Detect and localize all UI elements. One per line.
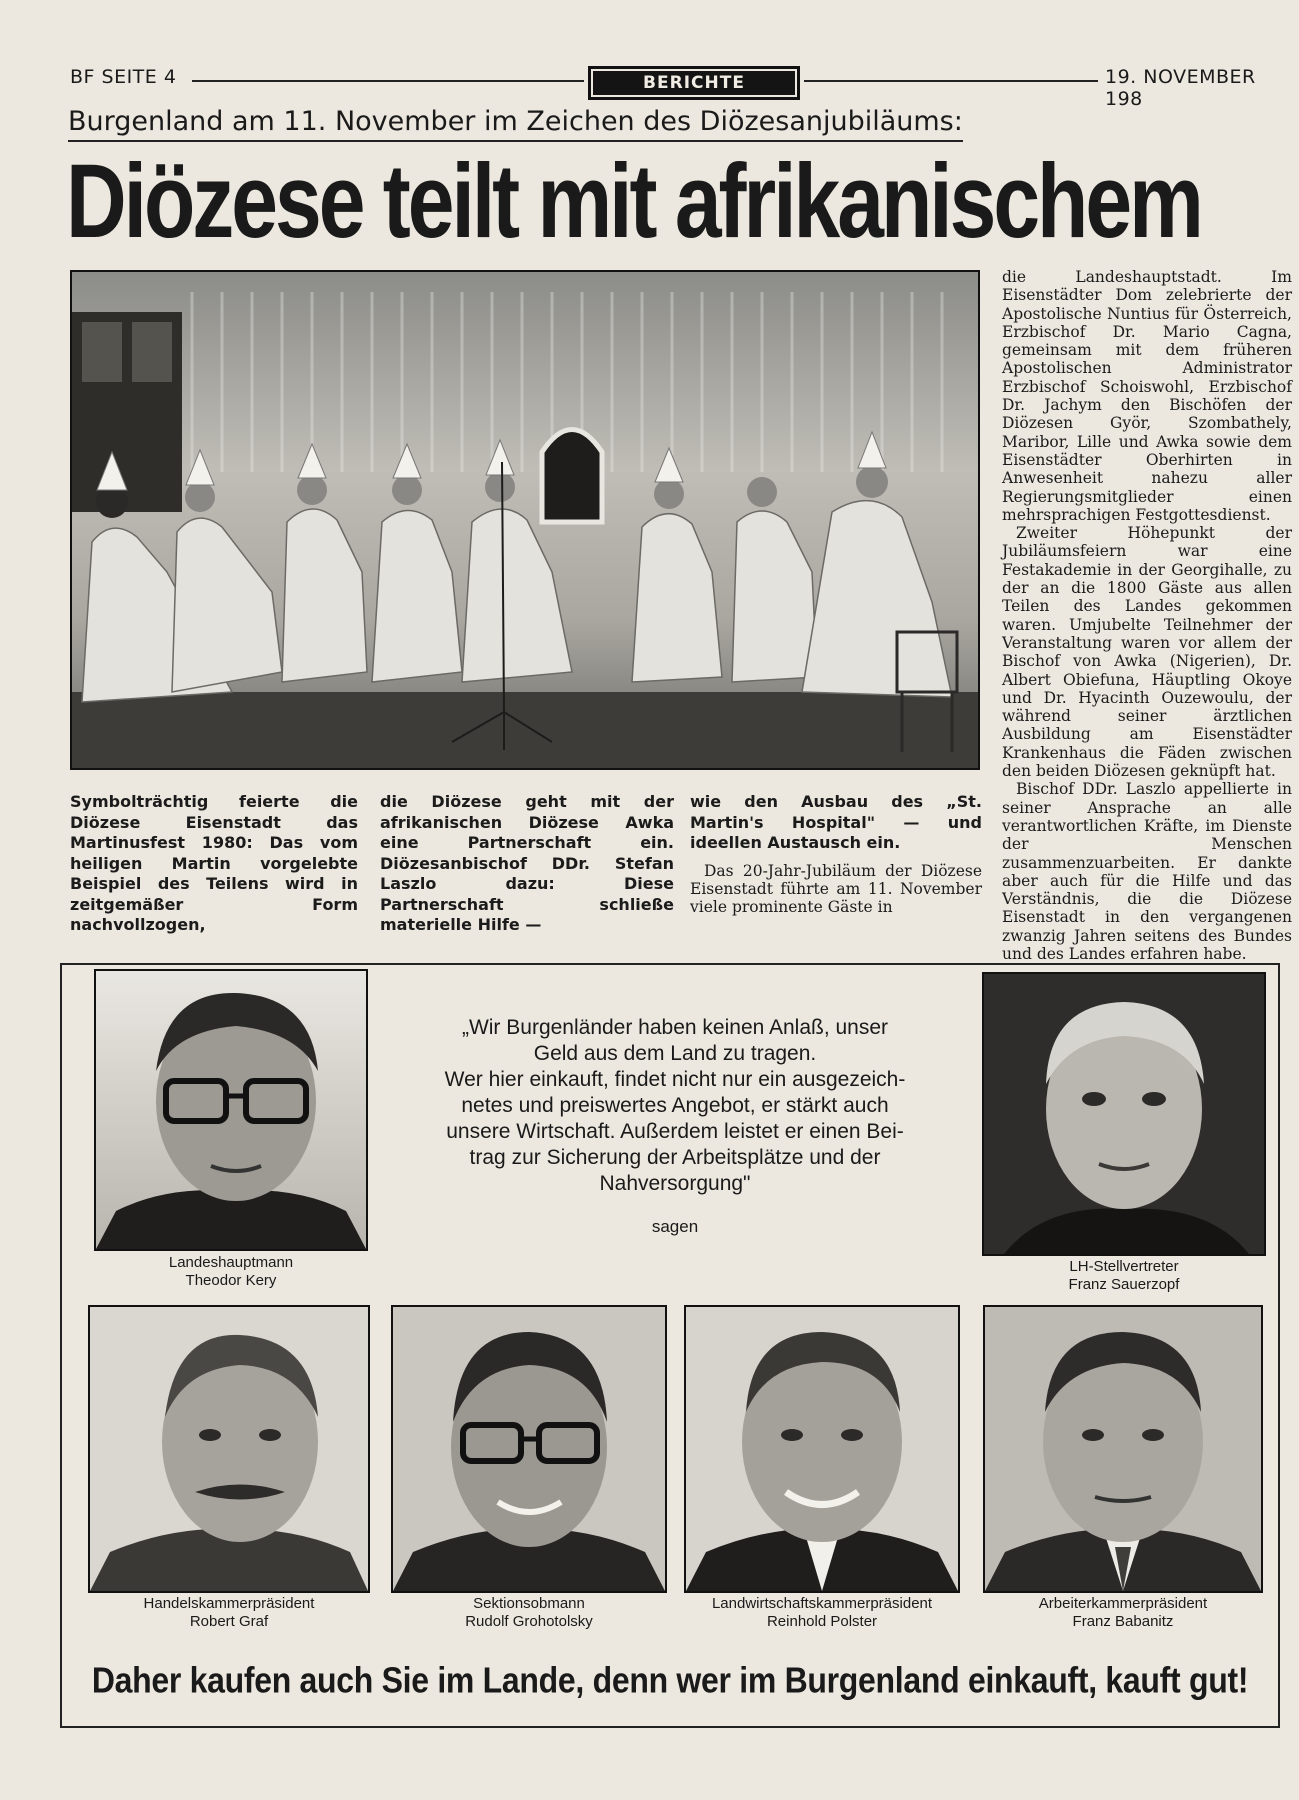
portrait-kery [94, 969, 368, 1251]
portrait-grohotolsky [391, 1305, 667, 1593]
caption-graf-name: Robert Graf [189, 1613, 269, 1630]
portrait-sauerzopf [982, 972, 1266, 1256]
quote-line: unsere Wirtschaft. Außerdem leistet er einen Bei- [446, 1120, 904, 1143]
caption-kery-title: Landeshauptmann [168, 1254, 294, 1271]
caption-grohotolsky-name: Rudolf Grohotolsky [465, 1613, 593, 1630]
caption-grohotolsky [391, 1595, 667, 1631]
quote-line: Nahversorgung" [599, 1172, 751, 1195]
caption-grohotolsky-title: Sektionsobmann [473, 1595, 585, 1612]
lead-column-1: Symbolträchtig feierte die Diözese Eisenstadt das Martinusfest 1980: Das vom heiligen Martin vorgelebte Beispiel des Teilens wird in zeitgemäßer Form nachvollzogen, [70, 792, 358, 934]
section-title: BERICHTE [593, 71, 795, 95]
caption-graf-title: Handelskammerpräsident [143, 1595, 315, 1612]
quote-attribution: sagen [651, 1217, 699, 1236]
ceremony-photo [70, 270, 980, 770]
right-paragraph-2: Zweiter Höhepunkt der Jubiläumsfeiern war eine Festakademie in der Georgihalle, zu der an die 1800 Gäste aus allen Teilen des Landes gekommen waren. Umjubelte Teilnehmer der Veranstaltung waren vor allem der Bischof von Awka (Nigerien), Dr. Albert Obiefuna, Häuptling Okoye und Dr. Hyacinth Ouzewoulu, der während seiner ärztlichen Ausbildung am Eisenstädter Krankenhaus die Fäden zwischen den beiden Diözesen geknüpft hat. [1002, 524, 1292, 781]
caption-kery-name: Theodor Kery [185, 1272, 277, 1289]
lead-column-3: wie den Ausbau des „St. Martin's Hospital" — und ideellen Austausch ein. [690, 792, 982, 852]
portrait-polster [684, 1305, 960, 1593]
lead-column-3-wrapper [690, 792, 982, 916]
lead-column-2: die Diözese geht mit der afrikanischen Diözese Awka eine Partnerschaft ein. Diözesanbischof DDr. Stefan Laszlo dazu: Diese Partnerschaft schließe materielle Hilfe — [380, 792, 674, 934]
portrait-graf [88, 1305, 370, 1593]
quote-line: netes und preiswertes Angebot, er stärkt auch [461, 1094, 889, 1117]
quote-line: Geld aus dem Land zu tragen. [533, 1042, 817, 1065]
portrait-babanitz [983, 1305, 1263, 1593]
ad-slogan: Daher kaufen auch Sie im Lande, denn wer im Burgenland einkauft, kauft gut! [91, 1659, 1249, 1701]
header-rule-right [804, 80, 1098, 82]
caption-sauerzopf [982, 1258, 1266, 1294]
page-label: BF SEITE 4 [70, 66, 177, 88]
body-column-3: Das 20-Jahr-Jubiläum der Diözese Eisenstadt führte am 11. November viele prominente Gäste in [690, 861, 982, 917]
section-banner [588, 66, 800, 100]
caption-sauerzopf-name: Franz Sauerzopf [1068, 1276, 1180, 1293]
right-paragraph-1: die Landeshauptstadt. Im Eisenstädter Dom zelebrierte der Apostolische Nuntius für Österreich, Erzbischof Dr. Mario Cagna, gemeinsam mit dem früheren Apostolischen Administrator Erzbischof Schoiswohl, Erzbischof Dr. Jachym den Bischöfen der Diözesen Györ, Szombathely, Maribor, Lille und Awka sowie dem Eisenstädter Oberhirten in Anwesenheit nahezu aller Regierungsmitglieder einen mehrsprachigen Festgottesdienst. [1002, 268, 1292, 524]
header-rule-left [192, 80, 584, 82]
caption-babanitz [983, 1595, 1263, 1631]
right-text-column [1002, 268, 1292, 963]
caption-babanitz-title: Arbeiterkammerpräsident [1038, 1595, 1208, 1612]
ad-quote [380, 1015, 970, 1197]
issue-date: 19. NOVEMBER 198 [1105, 66, 1256, 110]
caption-sauerzopf-title: LH-Stellvertreter [1069, 1258, 1179, 1275]
caption-polster-name: Reinhold Polster [766, 1613, 878, 1630]
caption-graf [88, 1595, 370, 1631]
right-paragraph-3: Bischof DDr. Laszlo appellierte in seiner Ansprache an alle verantwortlichen Kräfte, im Dienste der Menschen zusammenzuarbeiten. Er dankte aber auch für die Hilfe und das Verständnis, die die Diözese Eisenstadt in den vergangenen zwanzig Jahren seitens des Bundes und des Landes erfahren habe. [1002, 780, 1292, 963]
caption-polster [684, 1595, 960, 1631]
article-kicker: Burgenland am 11. November im Zeichen des Diözesanjubiläums: [68, 106, 963, 142]
caption-kery [94, 1254, 368, 1290]
caption-babanitz-name: Franz Babanitz [1072, 1613, 1174, 1630]
caption-polster-title: Landwirtschaftskammerpräsident [711, 1595, 933, 1612]
quote-line: „Wir Burgenländer haben keinen Anlaß, unser [461, 1016, 889, 1039]
article-headline: Diözese teilt mit afrikanischem [66, 141, 1201, 260]
quote-line: trag zur Sicherung der Arbeitsplätze und der [469, 1146, 881, 1169]
quote-line: Wer hier einkauft, findet nicht nur ein ausgezeich- [444, 1068, 906, 1091]
